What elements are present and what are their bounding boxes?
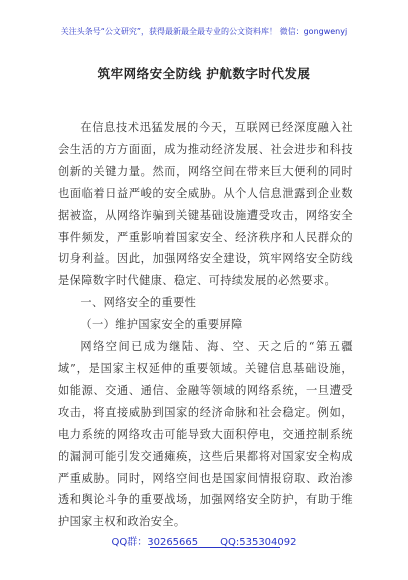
footer-contact [0, 533, 408, 548]
subsection-heading: （一）维护国家安全的重要屏障 [80, 318, 243, 332]
section-heading: 一、网络安全的重要性 [80, 296, 197, 310]
subsection-paragraph: 网络空间已成为继陆、海、空、天之后的“第五疆域”，是国家主权延伸的重要领域。关键信息基础设施，如能源、交通、通信、金融等领域的网络系统，一旦遭受攻击，将直接威胁到国家的经济命脉和社会稳定。例如，电力系统的网络攻击可能导致大面积停电，交通控制系统的漏洞可能引发交通瘫痪，这些后果都将对国家安全构成严重威胁。同时，网络空间也是国家间情报窃取、政治渗透和舆论斗争的重要战场，加强网络安全防护，有助于维护国家主权和政治安全。 [58, 340, 353, 529]
document-title: 筑牢网络安全防线 护航数字时代发展 [97, 66, 311, 81]
footer-qq-group: QQ群：30265665 [111, 537, 199, 548]
header-promo-note: 关注头条号“公文研究”，获得最新最全最专业的公文资料库！ 微信：gongwenyj [60, 27, 348, 36]
intro-paragraph: 在信息技术迅猛发展的今天，互联网已经深度融入社会生活的方方面面，成为推动经济发展、社会进步和科技创新的关键力量。然而，网络空间在带来巨大便利的同时也面临着日益严峻的安全威胁。从个人信息泄露到企业数据被盗，从网络诈骗到关键基础设施遭受攻击，网络安全事件频发，严重影响着国家安全、经济秩序和人民群众的切身利益。因此，加强网络安全建设，筑牢网络安全防线是保障数字时代健康、稳定、可持续发展的必然要求。 [58, 121, 353, 288]
footer-qq-number: QQ:535304092 [220, 537, 297, 548]
document-body [58, 117, 353, 533]
footer-underline [150, 547, 280, 548]
